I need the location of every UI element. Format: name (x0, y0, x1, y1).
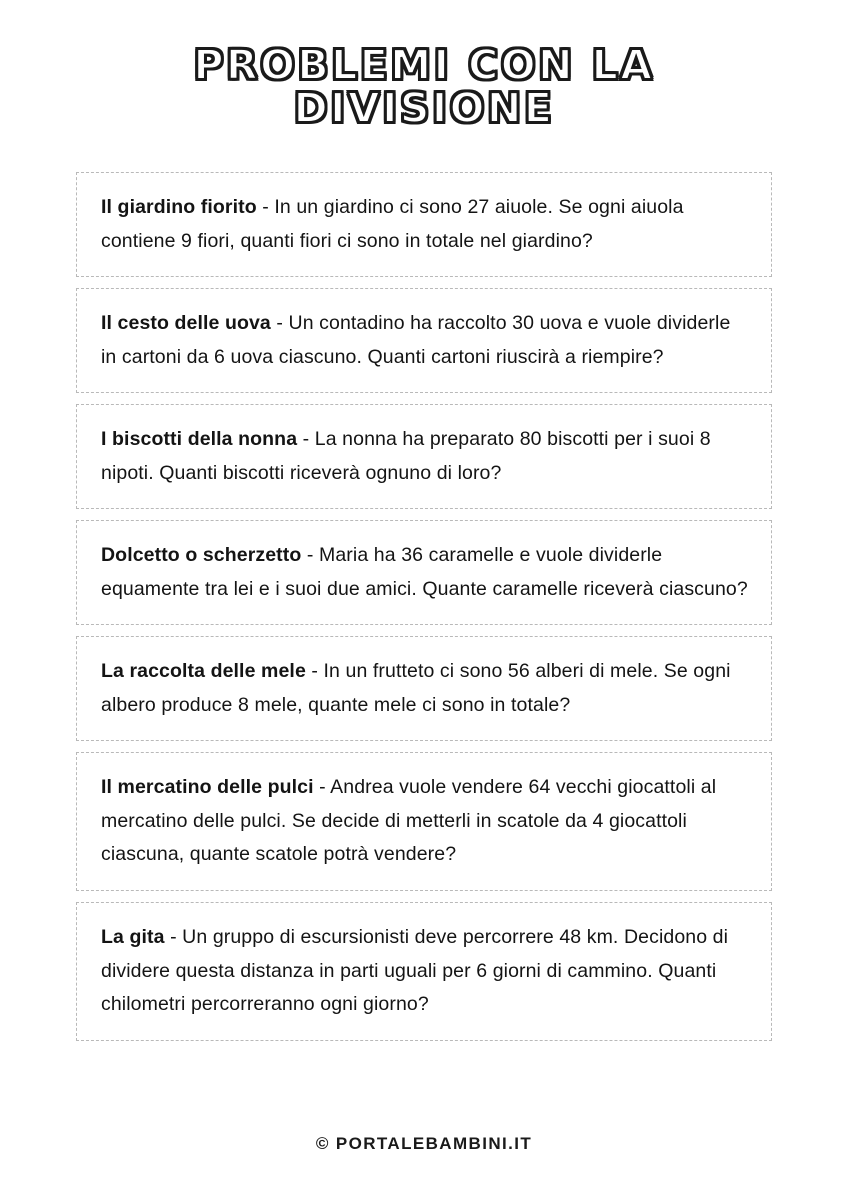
problem-item (76, 172, 772, 277)
problem-title: I biscotti della nonna (101, 428, 298, 451)
problem-text (101, 539, 749, 606)
problem-body: - Un gruppo di escursionisti deve percorrere 48 km. Decidono di dividere questa distanza in parti uguali per 6 giorni di cammino. Quanti chilometri percorreranno ogni giorno? (101, 926, 729, 1016)
problem-body: - La nonna ha preparato 80 biscotti per i suoi 8 nipoti. Quanti biscotti riceverà ognuno di loro? (101, 428, 711, 484)
problem-text (101, 771, 749, 872)
problem-item (76, 404, 772, 509)
problem-title: Il mercatino delle pulci (101, 776, 314, 799)
page-title: PROBLEMI CON LA DIVISIONE (193, 41, 655, 133)
problem-item (76, 752, 772, 891)
problem-item (76, 288, 772, 393)
problem-item (76, 520, 772, 625)
problem-title: Dolcetto o scherzetto (101, 544, 302, 567)
problem-list (76, 172, 772, 1041)
problem-item (76, 902, 772, 1041)
problem-text (101, 191, 749, 258)
problem-body: - In un giardino ci sono 27 aiuole. Se ogni aiuola contiene 9 fiori, quanti fiori ci sono in totale nel giardino? (101, 196, 684, 252)
problem-body: - Maria ha 36 caramelle e vuole dividerle equamente tra lei e i suoi due amici. Quante caramelle riceverà ciascuno? (101, 544, 748, 600)
problem-body: - Un contadino ha raccolto 30 uova e vuole dividerle in cartoni da 6 uova ciascuno. Quanti cartoni riuscirà a riempire? (101, 312, 731, 368)
problem-text (101, 655, 749, 722)
problem-title: Il cesto delle uova (101, 312, 271, 335)
problem-title: La gita (101, 926, 165, 948)
problem-title: Il giardino fiorito (101, 196, 257, 219)
footer-credit: © PORTALEBAMBINI.IT (315, 1134, 533, 1153)
problem-text (101, 921, 749, 1022)
problem-item (76, 636, 772, 741)
problem-body: - In un frutteto ci sono 56 alberi di mele. Se ogni albero produce 8 mele, quante mele ci sono in totale? (101, 660, 731, 716)
problem-text (101, 307, 749, 374)
problem-title: La raccolta delle mele (101, 660, 306, 683)
problem-body: - Andrea vuole vendere 64 vecchi giocattoli al mercatino delle pulci. Se decide di metterli in scatole da 4 giocattoli ciascuna, quante scatole potrà vendere? (101, 776, 717, 866)
problem-text (101, 423, 749, 490)
